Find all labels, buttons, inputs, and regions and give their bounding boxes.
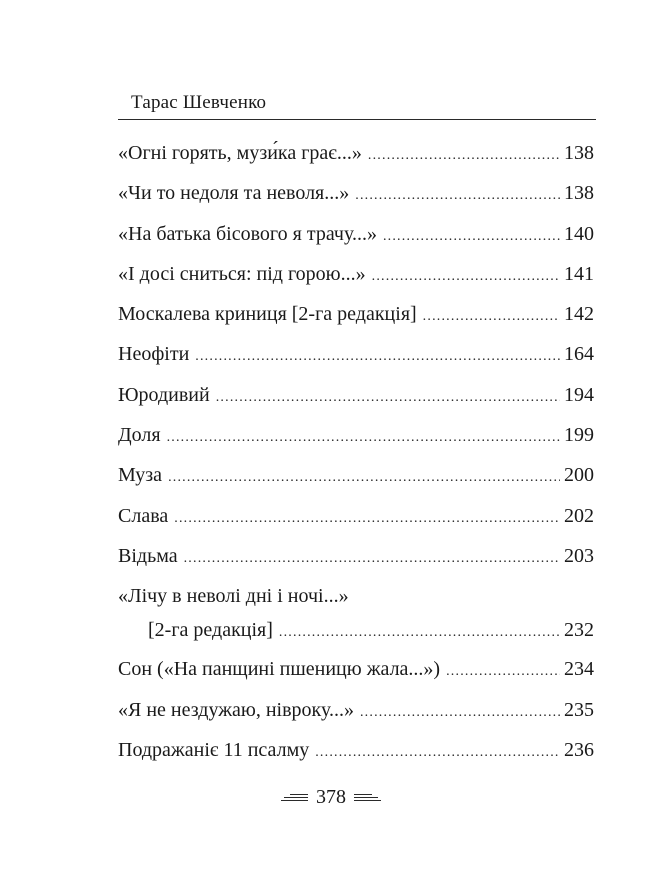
page-folio bbox=[0, 786, 662, 809]
toc-entry-page: 234 bbox=[564, 658, 594, 681]
folio-ornament-right bbox=[354, 793, 381, 802]
toc-entry-page: 199 bbox=[564, 424, 594, 447]
dot-leader bbox=[372, 264, 560, 290]
toc-entry-title: Сон («На панщині пшеницю жала...») bbox=[118, 658, 441, 681]
dot-leader bbox=[168, 465, 560, 491]
toc-entry-title: Відьма bbox=[118, 544, 178, 567]
dot-leader bbox=[383, 224, 560, 250]
toc-entry bbox=[118, 261, 594, 301]
dot-leader bbox=[360, 700, 560, 726]
dot-leader bbox=[195, 344, 560, 370]
toc-entry-page: 141 bbox=[564, 262, 594, 285]
toc-entry-page: 138 bbox=[564, 182, 594, 205]
toc-entry bbox=[118, 543, 594, 583]
toc-entry bbox=[118, 140, 594, 180]
toc-entry-title: «Чи то недоля та неволя...» bbox=[118, 182, 350, 205]
toc-entry bbox=[118, 382, 594, 422]
folio-ornament-left bbox=[281, 793, 308, 802]
toc-entry bbox=[118, 422, 594, 462]
dot-leader bbox=[355, 183, 560, 209]
toc-entry bbox=[118, 503, 594, 543]
dot-leader bbox=[167, 425, 560, 451]
toc-entry bbox=[118, 737, 594, 777]
toc-entry-page: 200 bbox=[564, 464, 594, 487]
toc-entry-title: «На батька бісового я трачу...» bbox=[118, 222, 377, 245]
dot-leader bbox=[315, 740, 560, 766]
toc-entry bbox=[118, 341, 594, 381]
toc-entry bbox=[118, 180, 594, 220]
dot-leader bbox=[216, 385, 560, 411]
toc-entry-title: Подражаніє 11 псалму bbox=[118, 738, 310, 761]
dot-leader bbox=[279, 620, 560, 646]
toc-entry bbox=[118, 221, 594, 261]
toc-entry bbox=[118, 656, 594, 696]
toc-entry bbox=[118, 301, 594, 341]
toc-entry-page: 194 bbox=[564, 383, 594, 406]
dot-leader bbox=[368, 143, 560, 169]
toc-entry bbox=[118, 583, 594, 656]
table-of-contents bbox=[118, 140, 594, 777]
toc-entry-title: «І досі сниться: під горою...» bbox=[118, 262, 366, 285]
header-rule bbox=[118, 119, 596, 120]
page-number: 378 bbox=[316, 786, 346, 808]
dot-leader bbox=[174, 506, 560, 532]
toc-entry-title: «Огні горять, музи́ка грає...» bbox=[118, 142, 362, 164]
toc-entry-page: 235 bbox=[564, 698, 594, 721]
toc-entry-title: Неофіти bbox=[118, 343, 190, 366]
toc-entry-title: «Лічу в неволі дні і ночі...» bbox=[118, 585, 349, 608]
toc-entry-title: Москалева криниця [2-га редакція] bbox=[118, 303, 417, 326]
toc-entry-page: 232 bbox=[564, 619, 594, 642]
dot-leader bbox=[184, 546, 560, 572]
toc-entry-page: 236 bbox=[564, 738, 594, 761]
toc-entry-title: «Я не нездужаю, нівроку...» bbox=[118, 698, 354, 721]
toc-entry-continuation: [2-га редакція] bbox=[148, 619, 273, 642]
toc-entry-title: Муза bbox=[118, 464, 163, 487]
running-head: Тарас Шевченко bbox=[131, 92, 267, 113]
toc-entry-title: Юродивий bbox=[118, 383, 210, 406]
toc-entry bbox=[118, 697, 594, 737]
toc-entry-title: Доля bbox=[118, 424, 161, 447]
toc-entry-page: 142 bbox=[564, 303, 594, 326]
toc-entry bbox=[118, 462, 594, 502]
dot-leader bbox=[446, 659, 560, 685]
toc-entry-title: Слава bbox=[118, 504, 169, 527]
toc-entry-page: 164 bbox=[564, 343, 594, 366]
toc-entry-page: 203 bbox=[564, 544, 594, 567]
dot-leader bbox=[423, 304, 560, 330]
toc-entry-page: 138 bbox=[564, 142, 594, 164]
toc-entry-page: 140 bbox=[564, 222, 594, 245]
toc-entry-page: 202 bbox=[564, 504, 594, 527]
